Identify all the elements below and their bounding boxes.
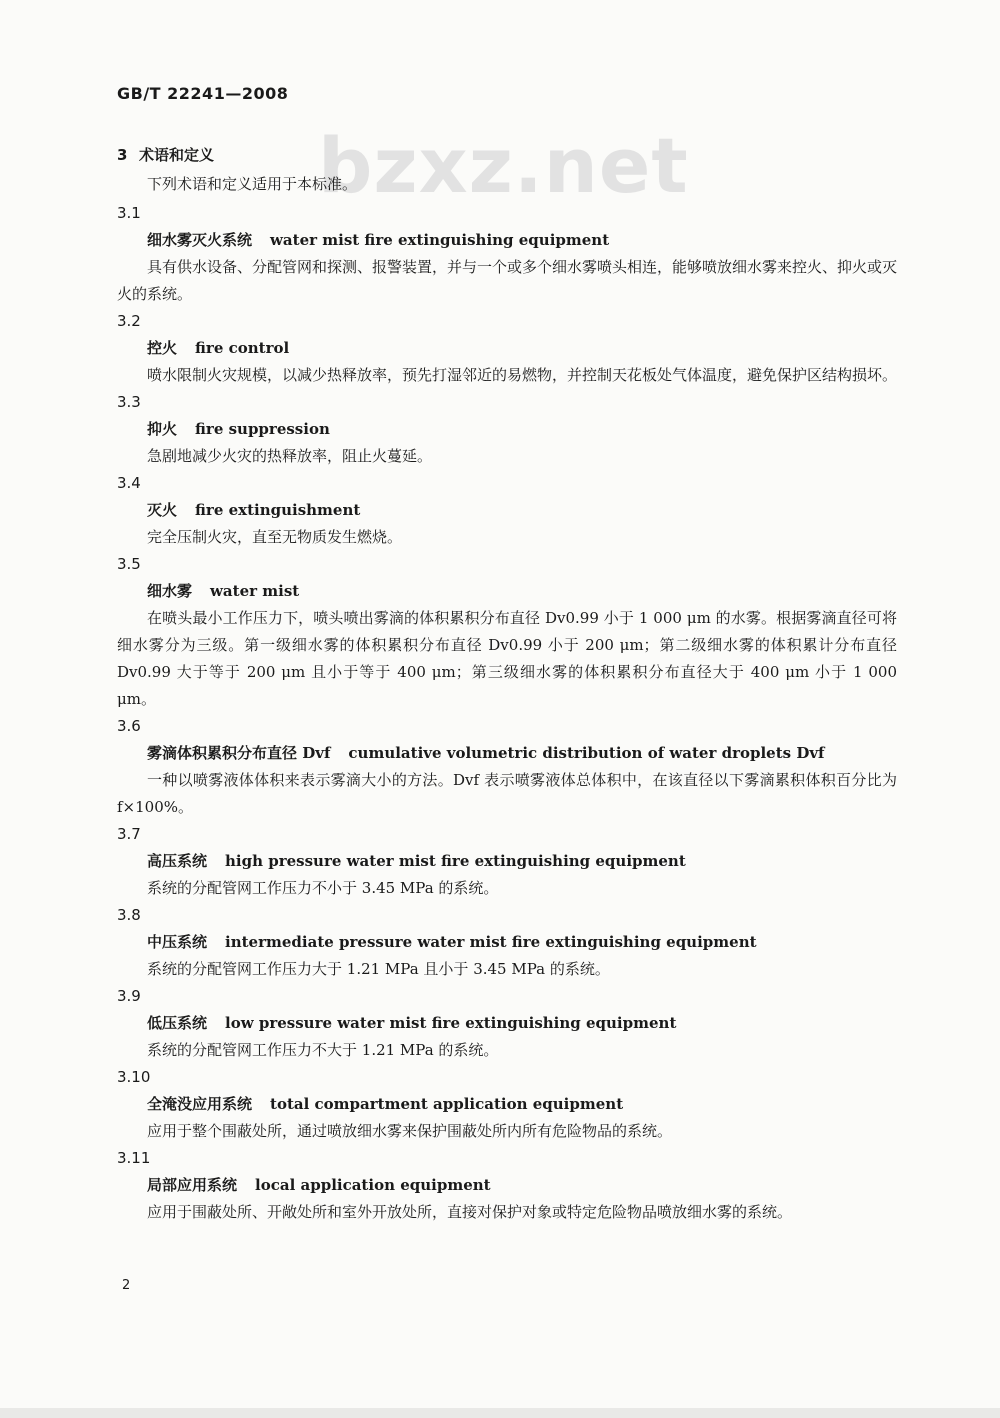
term-chinese: 中压系统 — [147, 933, 208, 951]
term-number: 3.2 — [117, 312, 141, 330]
term-heading — [117, 740, 897, 767]
term-chinese: 局部应用系统 — [147, 1176, 238, 1194]
term-number: 3.6 — [117, 717, 141, 735]
term-3-4 — [117, 470, 897, 551]
term-3-7 — [117, 821, 897, 902]
term-number: 3.9 — [117, 987, 141, 1005]
term-3-2 — [117, 308, 897, 389]
term-english: cumulative volumetric distribution of water droplets Dvf — [348, 744, 825, 762]
term-english: fire extinguishment — [195, 501, 361, 519]
section-intro: 下列术语和定义适用于本标准。 — [147, 175, 358, 193]
term-heading — [117, 416, 897, 443]
term-3-9 — [117, 983, 897, 1064]
term-number: 3.8 — [117, 906, 141, 924]
page-number: 2 — [122, 1278, 131, 1293]
term-english: high pressure water mist fire extinguishing equipment — [225, 852, 686, 870]
term-chinese: 全淹没应用系统 — [147, 1095, 253, 1113]
page-edge — [0, 1408, 1000, 1418]
term-heading — [117, 578, 897, 605]
standard-number: GB/T 22241—2008 — [117, 84, 289, 103]
section-title: 术语和定义 — [139, 146, 215, 164]
term-chinese: 灭火 — [147, 501, 178, 519]
term-english: fire control — [195, 339, 290, 357]
term-3-11 — [117, 1145, 897, 1226]
term-3-5 — [117, 551, 897, 713]
term-number: 3.1 — [117, 204, 141, 222]
term-definition: 喷水限制火灾规模，以减少热释放率，预先打湿邻近的易燃物，并控制天花板处气体温度，避免保护区结构损坏。 — [147, 366, 898, 384]
term-english: total compartment application equipment — [270, 1095, 624, 1113]
watermark: bzxz.net — [318, 121, 689, 210]
term-english: fire suppression — [195, 420, 330, 438]
term-3-3 — [117, 389, 897, 470]
term-number: 3.10 — [117, 1068, 151, 1086]
term-3-8 — [117, 902, 897, 983]
term-heading — [117, 497, 897, 524]
term-definition: 急剧地减少火灾的热释放率，阻止火蔓延。 — [147, 447, 433, 465]
section-heading — [117, 142, 897, 171]
term-heading — [117, 1091, 897, 1118]
term-english: intermediate pressure water mist fire extinguishing equipment — [225, 933, 757, 951]
term-chinese: 细水雾 — [147, 582, 193, 600]
section-number: 3 — [117, 146, 128, 164]
term-number: 3.3 — [117, 393, 141, 411]
term-number: 3.11 — [117, 1149, 151, 1167]
term-chinese: 细水雾灭火系统 — [147, 231, 253, 249]
term-3-10 — [117, 1064, 897, 1145]
term-definition: 系统的分配管网工作压力不小于 3.45 MPa 的系统。 — [147, 879, 499, 897]
term-chinese: 高压系统 — [147, 852, 208, 870]
term-chinese: 抑火 — [147, 420, 178, 438]
term-heading — [117, 848, 897, 875]
term-3-1 — [117, 200, 897, 308]
term-number: 3.4 — [117, 474, 141, 492]
term-english: low pressure water mist fire extinguishing equipment — [225, 1014, 677, 1032]
term-heading — [117, 227, 897, 254]
term-definition: 在喷头最小工作压力下，喷头喷出雾滴的体积累积分布直径 Dv0.99 小于 1 000 μm 的水雾。根据雾滴直径可将细水雾分为三级。第一级细水雾的体积累积分布直径 Dv0.99 小于 200 μm；第二级细水雾的体积累计分布直径 Dv0.99 大于等于 200 μm 且小于等于 400 μm；第三级细水雾的体积累积分布直径大于 400 μm 小于 1 000 μm。 — [117, 609, 897, 708]
term-english: local application equipment — [255, 1176, 491, 1194]
term-definition: 应用于围蔽处所、开敞处所和室外开放处所，直接对保护对象或特定危险物品喷放细水雾的系统。 — [147, 1203, 793, 1221]
document-body — [117, 142, 897, 1226]
term-definition: 应用于整个围蔽处所，通过喷放细水雾来保护围蔽处所内所有危险物品的系统。 — [147, 1122, 673, 1140]
term-definition: 一种以喷雾液体体积来表示雾滴大小的方法。Dvf 表示喷雾液体总体积中，在该直径以下雾滴累积体积百分比为 f×100%。 — [117, 771, 897, 816]
term-number: 3.5 — [117, 555, 141, 573]
term-definition: 系统的分配管网工作压力大于 1.21 MPa 且小于 3.45 MPa 的系统。 — [147, 960, 610, 978]
term-3-6 — [117, 713, 897, 821]
term-number: 3.7 — [117, 825, 141, 843]
term-chinese: 低压系统 — [147, 1014, 208, 1032]
term-heading — [117, 1010, 897, 1037]
term-chinese: 控火 — [147, 339, 178, 357]
term-heading — [117, 929, 897, 956]
term-definition: 具有供水设备、分配管网和探测、报警装置，并与一个或多个细水雾喷头相连，能够喷放细水雾来控火、抑火或灭火的系统。 — [117, 258, 898, 303]
term-definition: 完全压制火灾，直至无物质发生燃烧。 — [147, 528, 403, 546]
term-chinese: 雾滴体积累积分布直径 Dvf — [147, 744, 331, 762]
term-english: water mist — [210, 582, 300, 600]
term-definition: 系统的分配管网工作压力不大于 1.21 MPa 的系统。 — [147, 1041, 499, 1059]
term-heading — [117, 1172, 897, 1199]
term-heading — [117, 335, 897, 362]
term-english: water mist fire extinguishing equipment — [270, 231, 610, 249]
